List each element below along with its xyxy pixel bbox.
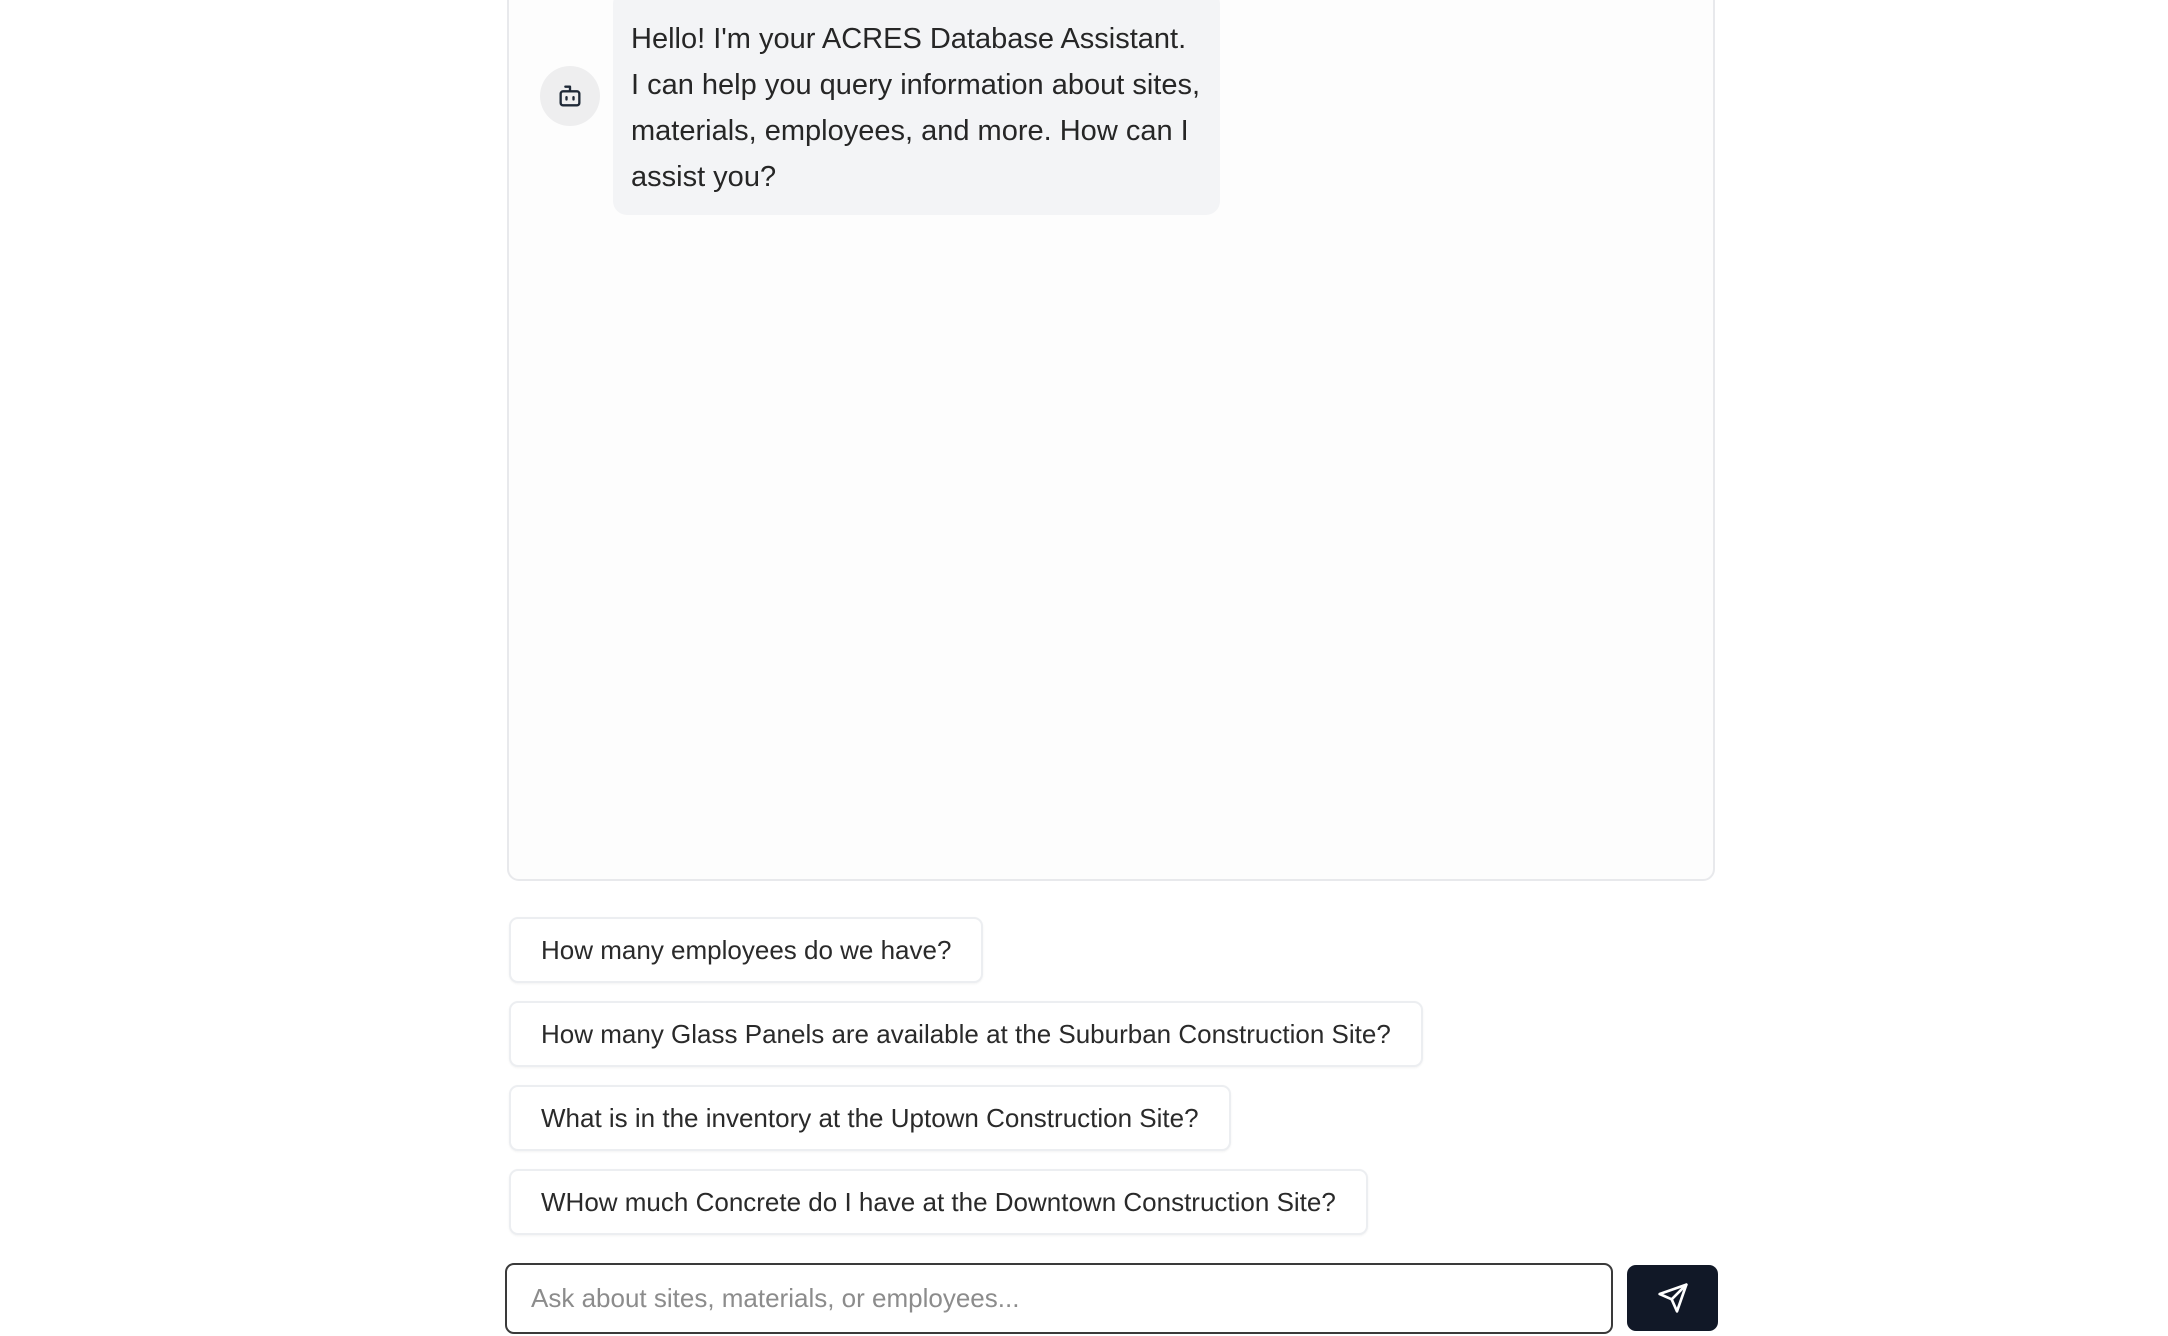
bot-icon (556, 82, 584, 110)
chat-input[interactable] (505, 1263, 1613, 1334)
assistant-avatar (540, 66, 600, 126)
suggestion-button-uptown-inventory[interactable]: What is in the inventory at the Uptown Construction Site? (509, 1085, 1231, 1151)
suggestion-button-glass-panels[interactable]: How many Glass Panels are available at the Suburban Construction Site? (509, 1001, 1423, 1067)
chat-messages-panel[interactable] (507, 0, 1715, 881)
assistant-message-bubble: Hello! I'm your ACRES Database Assistant. I can help you query information about sites, materials, employees, and more. How can I assist you? (613, 0, 1220, 215)
suggestion-button-downtown-concrete[interactable]: WHow much Concrete do I have at the Downtown Construction Site? (509, 1169, 1368, 1235)
send-icon (1657, 1282, 1689, 1314)
send-button[interactable] (1627, 1265, 1718, 1331)
suggestion-button-employees[interactable]: How many employees do we have? (509, 917, 983, 983)
suggested-questions (509, 917, 1423, 1253)
composer (505, 1263, 1613, 1334)
